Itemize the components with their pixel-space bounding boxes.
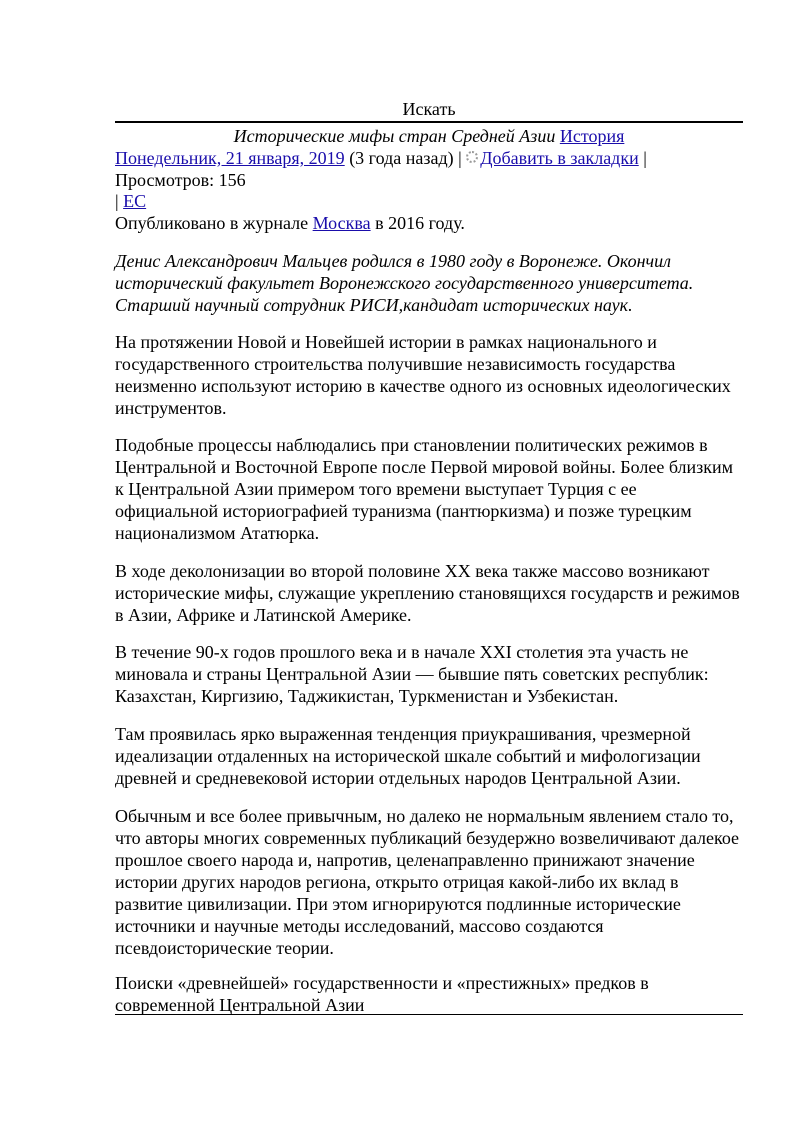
paragraph-5: Там проявилась ярко выраженная тенденция приукрашивания, чрезмерной идеализации отдаленных на исторической шкале событий и мифологизации древней и средневековой истории отдельных народов Центральной Азии. [115,724,701,788]
journal-link[interactable]: Москва [312,213,371,233]
tag-prefix: | [115,191,124,211]
meta-line [115,147,755,169]
published-line [115,212,465,234]
published-prefix: Опубликовано в журнале [115,213,313,233]
paragraph-6: Обычным и все более привычным, но далеко не нормальным явлением стало то, что авторы многих современных публикаций безудержно возвеличивают далекое прошлое своего народа и, напротив, целенаправленно принижают значение истории других народов региона, открыто отрицая какой-либо их вклад в развитие цивилизации. При этом игнорируются подлинные исторические источники и научные методы исследований, массово создаются псевдоисторические теории. [115,806,740,958]
date-link[interactable]: Понедельник, 21 января, 2019 [115,148,345,168]
top-divider [115,121,743,123]
bookmark-suffix: | [638,148,647,168]
article-title: Исторические мифы стран Средней Азии [233,126,556,146]
bottom-divider [115,1014,743,1015]
tag-line [115,190,146,212]
tag-link[interactable]: ЕС [123,191,147,211]
paragraph-1: На протяжении Новой и Новейшей истории в рамках национального и государственного строительства получившие независимость государства неизменно используют историю в качестве одного из основных идеологических инструментов. [115,332,731,418]
author-bio: Денис Александрович Мальцев родился в 1980 году в Воронеже. Окончил исторический факультет Воронежского государственного университета. Старший научный сотрудник РИСИ,кандидат исторических наук. [115,251,694,315]
paragraph-3: В ходе деколонизации во второй половине XX века также массово возникают исторические мифы, служащие укреплению становящихся государств и режимов в Азии, Африке и Латинской Америке. [115,561,740,625]
paragraph-4: В течение 90-х годов прошлого века и в начале XXI столетия эта участь не миновала и страны Центральной Азии — бывшие пять советских республик: Казахстан, Киргизию, Таджикистан, Туркменистан и Узбекистан. [115,642,709,706]
paragraph-2: Подобные процессы наблюдались при становлении политических режимов в Центральной и Восточной Европе после Первой мировой войны. Более близким к Центральной Азии примером того времени выступает Турция с ее официальной историографией туранизма (пантюркизма) и позже турецким национализмом Ататюрка. [115,435,734,543]
gear-icon [466,151,478,163]
section-heading: Поиски «древнейшей» государственности и «престижных» предков в современной Центральной Азии [115,973,649,1015]
published-suffix: в 2016 году. [370,213,465,233]
relative-time: (3 года назад) | [344,148,467,168]
title-line [115,125,743,147]
category-link[interactable]: История [559,126,625,146]
views-count: Просмотров: 156 [115,170,246,190]
search-link[interactable]: Искать [402,99,456,119]
bookmark-link[interactable]: Добавить в закладки [480,148,639,168]
